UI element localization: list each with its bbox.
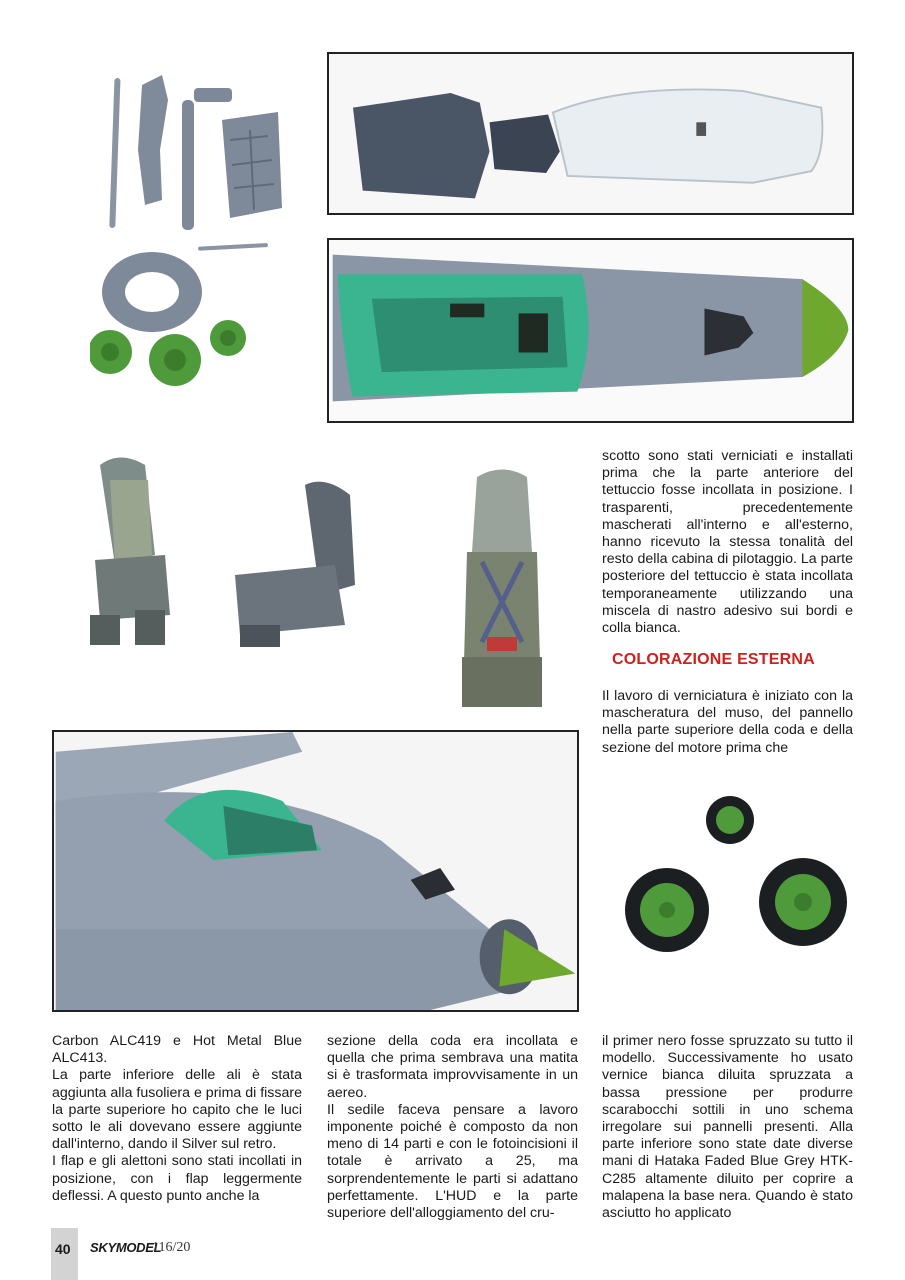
- article-column-right-lower: [602, 688, 853, 757]
- photo-fuselage-nose: [52, 730, 579, 1012]
- article-paragraph: Il sedile faceva pensare a lavoro imponente poiché è composto da non meno di 14 parti e con le fotoincisioni il totale è arrivato a 25, ma sorprendentemente le parti si adattano perfettamente. L'HUD e la parte superiore dell'alloggiamento del cru-: [327, 1101, 578, 1222]
- section-heading: COLORAZIONE ESTERNA: [612, 651, 815, 668]
- photo-kit-parts: [90, 60, 305, 395]
- article-paragraph: il primer nero fosse spruzzato su tutto il modello. Successivamente ho usato vernice bianca diluita spruzzata a bassa pressione per produrre scarabocchi sottili in uno schema irregolare sui pannelli presenti. Alla parte inferiore sono state date diverse mani di Hataka Faded Blue Grey HTK-C285 altamente diluito per coprire a malapena la base nera. Quando è stato asciutto ho applicato: [602, 1033, 853, 1222]
- article-paragraph: Carbon ALC419 e Hot Metal Blue ALC413.: [52, 1033, 302, 1067]
- photo-seat-1: [80, 445, 190, 650]
- article-paragraph: scotto sono stati verniciati e installati prima che la parte anteriore del tettuccio fosse incollata in posizione. I trasparenti, precedentemente mascherati all'interno e all'esterno, hanno ricevuto la stessa tonalità del resto della cabina di pilotaggio. La parte posteriore del tettuccio è stata incollata temporaneamente utilizzando una miscela di nastro adesivo sui bordi e colla bianca.: [602, 448, 853, 637]
- magazine-issue: 116/20: [152, 1240, 191, 1255]
- article-column-bottom-3: [602, 1033, 853, 1222]
- magazine-logo: SKYMODEL: [90, 1240, 162, 1255]
- article-paragraph: Il lavoro di verniciatura è iniziato con la mascheratura del muso, del pannello nella parte superiore della coda e della sezione del motore prima che: [602, 688, 853, 756]
- article-paragraph: La parte inferiore delle ali è stata aggiunta alla fusoliera e prima di fissare la parte superiore ho capito che le luci sotto le ali dovevano essere aggiunte dall'interno, dando il Silver sul retro.: [52, 1067, 302, 1153]
- page-number: 40: [55, 1241, 71, 1257]
- photo-canopy-parts: [327, 52, 854, 215]
- photo-seat-3: [452, 462, 552, 715]
- article-column-right-upper: [602, 448, 853, 637]
- article-paragraph: I flap e gli alettoni sono stati incollati in posizione, con i flap leggermente deflessi. A questo punto anche la: [52, 1153, 302, 1204]
- article-paragraph: sezione della coda era incollata e quella che prima sembrava una matita si è trasformata improvvisamente in un aereo.: [327, 1033, 578, 1101]
- article-column-bottom-2: [327, 1033, 578, 1222]
- photo-cockpit-top: [327, 238, 854, 423]
- article-column-bottom-1: [52, 1033, 302, 1205]
- photo-painted-wheels: [625, 792, 855, 972]
- photo-seat-2: [225, 475, 385, 650]
